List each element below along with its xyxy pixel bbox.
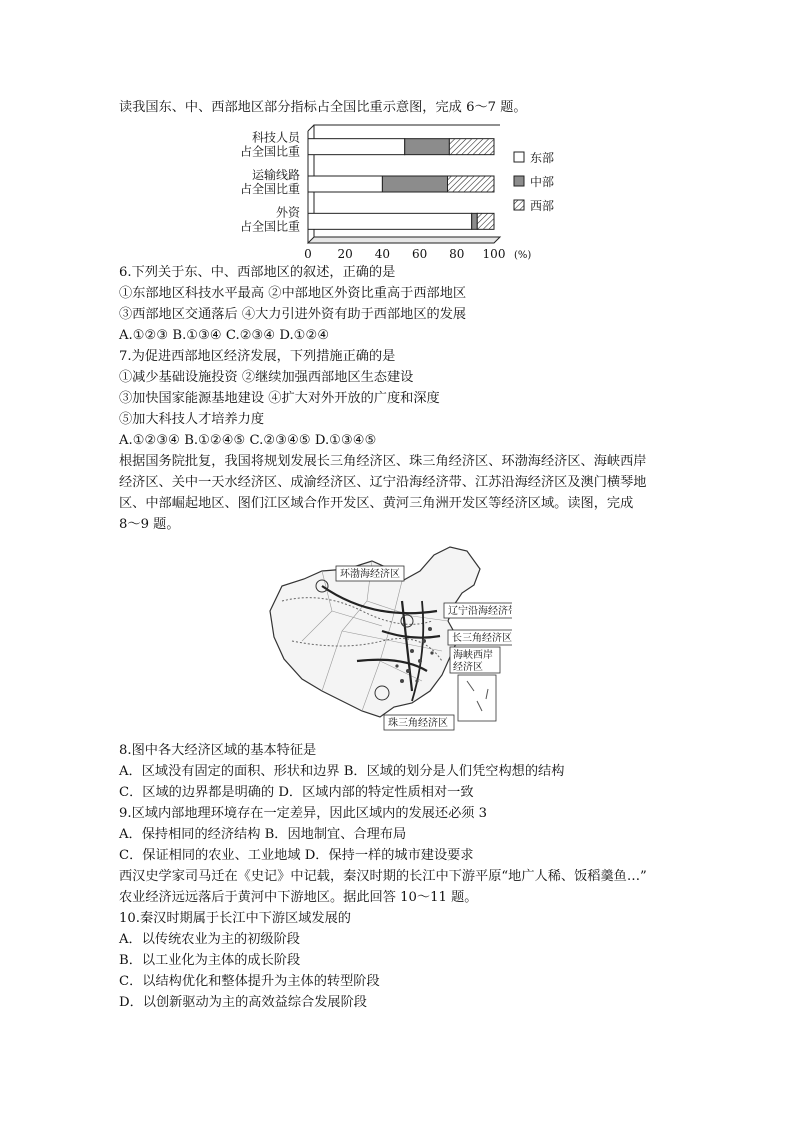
svg-text:环渤海经济区: 环渤海经济区 bbox=[340, 569, 400, 580]
x-tick-label: 60 bbox=[411, 247, 428, 260]
label-yangtze bbox=[448, 630, 512, 645]
bar-东部-0 bbox=[308, 139, 405, 155]
x-tick-label: 40 bbox=[374, 247, 391, 260]
intro-8-9-line3: 区、中部崛起地区、图们江区域合作开发区、黄河三角洲开发区等经济区域。读图，完成 bbox=[119, 496, 634, 511]
intro-6-7: 读我国东、中、西部地区部分指标占全国比重示意图，完成 6～7 题。 bbox=[119, 100, 527, 115]
svg-text:辽宁沿海经济带: 辽宁沿海经济带 bbox=[448, 606, 512, 617]
legend-label: 西部 bbox=[530, 199, 555, 213]
label-bohai bbox=[336, 566, 404, 581]
bar-中部-2 bbox=[472, 213, 478, 229]
q9-options-ab: A．保持相同的经济结构 B．因地制宜、合理布局 bbox=[119, 827, 407, 842]
q8-options-ab: A．区域没有固定的面积、形状和边界 B．区域的划分是人们凭空构想的结构 bbox=[119, 764, 565, 779]
q10-option-b: B．以工业化为主体的成长阶段 bbox=[119, 953, 301, 968]
plot-floor bbox=[308, 237, 500, 243]
intro-10-11-line1: 西汉史学家司马迁在《史记》中记载，秦汉时期的长江中下游平原“地广人稀、饭稻羹鱼…” bbox=[119, 869, 647, 884]
x-tick-label: 80 bbox=[449, 247, 465, 260]
q8-options-cd: C．区域的边界都是明确的 D．区域内部的特定性质相对一致 bbox=[119, 785, 474, 800]
label-liaoning bbox=[444, 603, 512, 618]
svg-text:经济区: 经济区 bbox=[453, 662, 483, 673]
intro-10-11-line2: 农业经济远远落后于黄河中下游地区。据此回答 10～11 题。 bbox=[119, 890, 478, 905]
q7-statements-3: ⑤加大科技人才培养力度 bbox=[119, 412, 265, 427]
q10-option-d: D．以创新驱动为主的高效益综合发展阶段 bbox=[119, 995, 367, 1010]
q6-statements-1: ①东部地区科技水平最高 ②中部地区外资比重高于西部地区 bbox=[119, 286, 467, 301]
q6-stem: 6.下列关于东、中、西部地区的叙述，正确的是 bbox=[119, 265, 396, 280]
q7-statements-2: ③加快国家能源基地建设 ④扩大对外开放的广度和深度 bbox=[119, 391, 440, 406]
category-label: 占全国比重 bbox=[239, 144, 300, 159]
q7-options: A.①②③④ B.①②④⑤ C.②③④⑤ D.①③④⑤ bbox=[119, 433, 377, 448]
q9-options-cd: C．保证相同的农业、工业地域 D．保持一样的城市建设要求 bbox=[119, 848, 474, 863]
label-haixia bbox=[450, 647, 500, 673]
legend-swatch bbox=[514, 200, 524, 210]
stacked-bar-chart bbox=[230, 120, 560, 260]
x-tick-label: 0 bbox=[304, 247, 312, 260]
legend-label: 东部 bbox=[530, 151, 555, 165]
category-label: 占全国比重 bbox=[239, 219, 300, 234]
category-label: 占全国比重 bbox=[239, 182, 300, 196]
intro-8-9-line4: 8～9 题。 bbox=[119, 517, 180, 532]
q10-option-a: A．以传统农业为主的初级阶段 bbox=[119, 932, 300, 947]
intro-8-9-line1: 根据国务院批复，我国将规划发展长三角经济区、珠三角经济区、环渤海经济区、海峡西岸 bbox=[119, 454, 647, 469]
legend-swatch bbox=[514, 152, 524, 162]
label-pearl bbox=[384, 715, 454, 730]
q10-stem: 10.秦汉时期属于长江中下游区域发展的 bbox=[119, 911, 351, 926]
legend-swatch bbox=[514, 176, 524, 186]
bar-中部-1 bbox=[382, 176, 447, 192]
china-economic-zones-map bbox=[262, 541, 512, 733]
svg-text:海峡西岸: 海峡西岸 bbox=[453, 650, 493, 661]
x-tick-label: 100 bbox=[482, 247, 506, 260]
category-label: 外资 bbox=[275, 205, 300, 220]
q8-stem: 8.图中各大经济区域的基本特征是 bbox=[119, 743, 317, 758]
legend-label: 中部 bbox=[530, 175, 555, 189]
q9-stem: 9.区域内部地理环境存在一定差异，因此区域内的发展还必须 3 bbox=[119, 806, 488, 821]
x-unit: (%) bbox=[514, 250, 532, 260]
bar-西部-0 bbox=[449, 139, 494, 155]
bar-东部-1 bbox=[308, 176, 382, 192]
q6-statements-2: ③西部地区交通落后 ④大力引进外资有助于西部地区的发展 bbox=[119, 307, 467, 322]
intro-8-9-line2: 经济区、关中一天水经济区、成渝经济区、辽宁沿海经济带、江苏沿海经济区及澳门横琴地 bbox=[119, 475, 647, 490]
svg-text:长三角经济区: 长三角经济区 bbox=[452, 633, 512, 644]
q6-options: A.①②③ B.①③④ C.②③④ D.①②④ bbox=[119, 328, 330, 343]
svg-text:珠三角经济区: 珠三角经济区 bbox=[388, 718, 448, 729]
q7-statements-1: ①减少基础设施投资 ②继续加强西部地区生态建设 bbox=[119, 370, 414, 385]
category-label: 科技人员 bbox=[251, 130, 300, 145]
q10-option-c: C．以结构优化和整体提升为主体的转型阶段 bbox=[119, 974, 380, 989]
x-tick-label: 20 bbox=[337, 247, 353, 260]
bar-东部-2 bbox=[308, 213, 472, 229]
bar-西部-1 bbox=[448, 176, 495, 192]
q7-stem: 7.为促进西部地区经济发展，下列措施正确的是 bbox=[119, 349, 396, 364]
bar-中部-0 bbox=[405, 139, 450, 155]
category-label: 运输线路 bbox=[251, 168, 300, 182]
bar-西部-2 bbox=[477, 213, 494, 229]
